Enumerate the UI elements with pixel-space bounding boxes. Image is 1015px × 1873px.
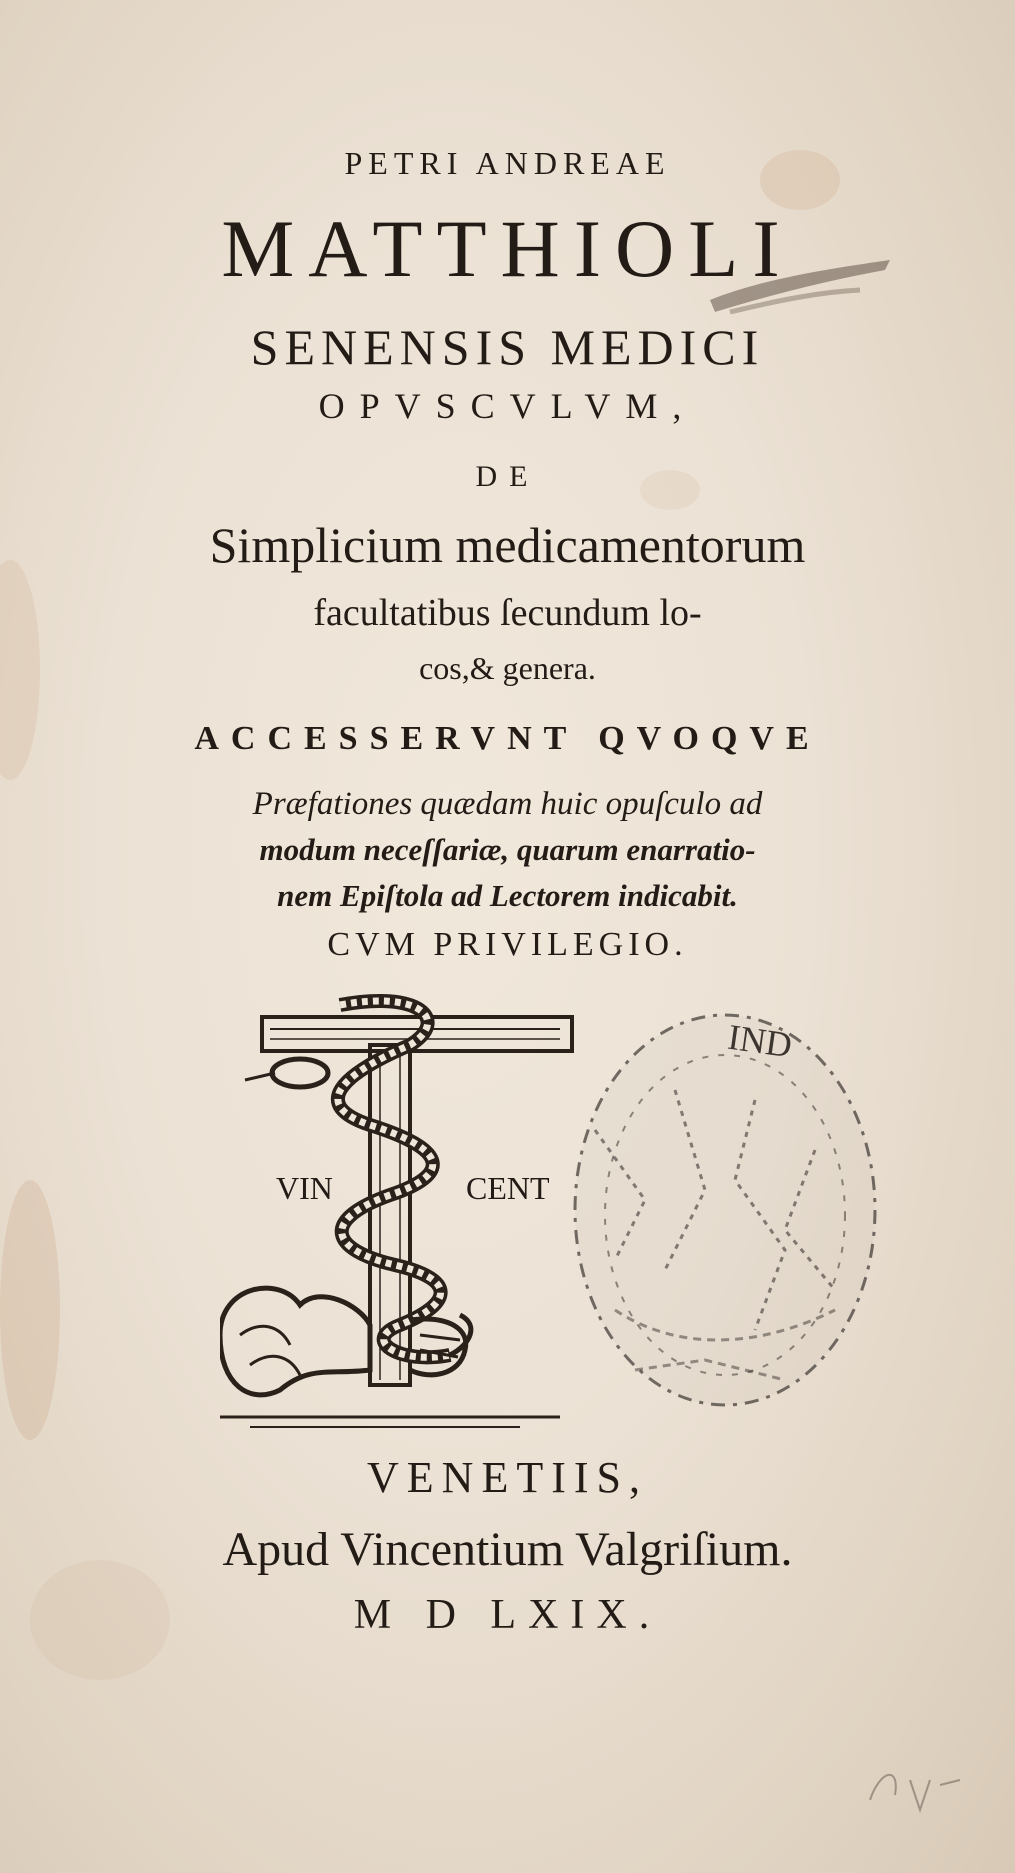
stamp-text: IND (725, 1016, 795, 1066)
preface-line-2: modum neceſſariæ, quarum enarratio- (259, 832, 756, 867)
subject-line-1: Simplicium medicamentorum (209, 517, 806, 573)
device-word-right: CENT (466, 1170, 550, 1206)
de-line: DE (475, 460, 540, 493)
subject-line-2: facultatibus ſecundum lo- (313, 592, 702, 634)
preface-line-3: nem Epiſtola ad Lectorem indicabit. (277, 878, 738, 913)
imprint-publisher: Apud Vincentium Valgriſium. (222, 1523, 793, 1576)
imprint-year: M D LXIX. (353, 1592, 662, 1638)
work-type: OPVSCVLVM, (318, 386, 697, 426)
author-surname: MATTHIOLI (221, 203, 794, 294)
preface-line-1: Præfationes quædam huic opuſculo ad (252, 786, 763, 822)
library-stamp-icon (555, 1010, 885, 1430)
accesserunt-line: ACCESSERVNT QVOQVE (194, 720, 821, 757)
device-word-left: VIN (276, 1170, 333, 1206)
pencil-mark (860, 1740, 970, 1830)
imprint-city: VENETIIS, (367, 1453, 648, 1502)
foxing-stain (0, 1180, 60, 1440)
privilege-line: CVM PRIVILEGIO. (327, 926, 688, 963)
author-origin: SENENSIS MEDICI (250, 319, 765, 375)
subject-line-3: cos,& genera. (419, 650, 596, 686)
author-line-petri: PETRI ANDREAE (344, 145, 671, 181)
